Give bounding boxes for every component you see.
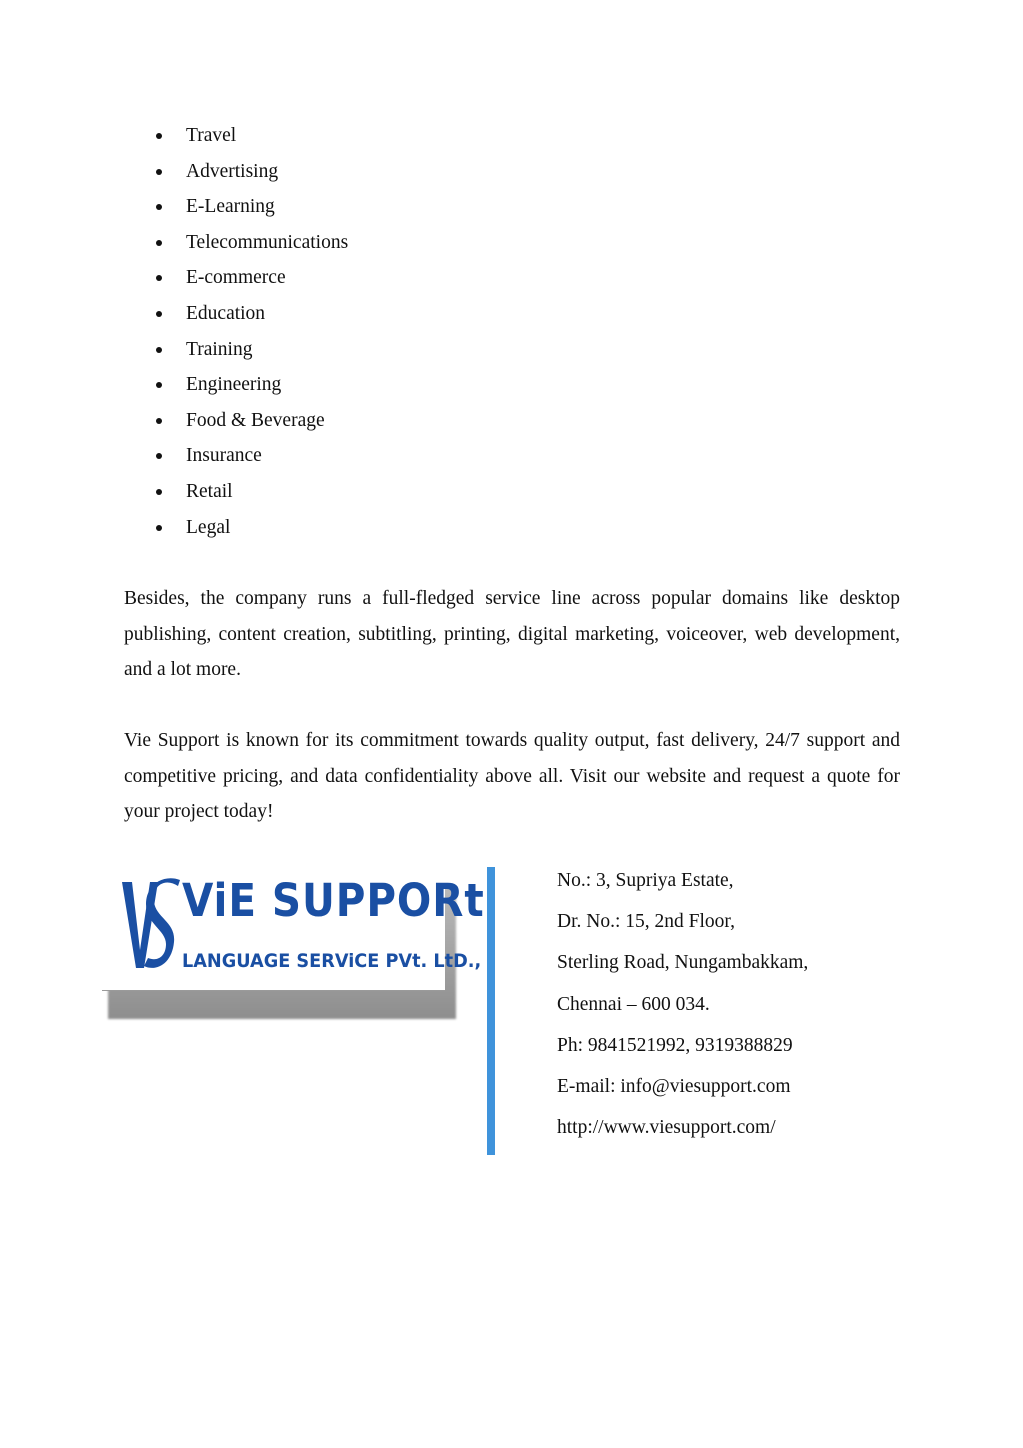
list-item [124, 332, 348, 368]
email-line[interactable]: E-mail: info@viesupport.com [557, 1075, 791, 1097]
vs-monogram-icon [118, 876, 182, 976]
bullet-icon [156, 347, 162, 353]
list-item [124, 296, 348, 332]
list-item [124, 225, 348, 261]
list-item [124, 118, 348, 154]
services-paragraph: Besides, the company runs a full-fledged service line across popular domains like desktop publishing, content creation, subtitling, printing, digital marketing, voiceover, web development, and a lot more. [124, 588, 900, 681]
list-item [124, 510, 348, 546]
list-item-label: Advertising [186, 160, 279, 182]
address-line: Dr. No.: 15, 2nd Floor, [557, 911, 735, 933]
address-line: Chennai – 600 034. [557, 993, 710, 1015]
vertical-divider [487, 867, 495, 1155]
list-item [124, 189, 348, 225]
list-item [124, 438, 348, 474]
list-item-label: Food & Beverage [186, 409, 325, 431]
list-item [124, 154, 348, 190]
list-item-label: E-commerce [186, 267, 286, 289]
bullet-icon [156, 133, 162, 139]
company-logo [102, 866, 485, 991]
bullet-icon [156, 418, 162, 424]
bullet-icon [156, 275, 162, 281]
list-item-label: Legal [186, 516, 231, 538]
logo-subtitle: LANGUAGE SERViCE PVt. LtD., [182, 950, 482, 972]
bullet-icon [156, 489, 162, 495]
list-item-label: Engineering [186, 374, 282, 396]
website-link[interactable]: http://www.viesupport.com/ [557, 1117, 776, 1139]
list-item-label: Insurance [186, 445, 262, 467]
industry-list [124, 118, 348, 545]
list-item [124, 367, 348, 403]
phone-line: Ph: 9841521992, 9319388829 [557, 1034, 793, 1056]
address-block [557, 860, 808, 1148]
bullet-icon [156, 382, 162, 388]
bullet-icon [156, 240, 162, 246]
address-line: Sterling Road, Nungambakkam, [557, 952, 809, 974]
bullet-icon [156, 453, 162, 459]
commitment-paragraph: Vie Support is known for its commitment towards quality output, fast delivery, 24/7 support and competitive pricing, and data confidentiality above all. Visit our website and request a quote for your project today! [124, 730, 900, 823]
list-item [124, 474, 348, 510]
bullet-icon [156, 525, 162, 531]
address-line: No.: 3, Supriya Estate, [557, 870, 734, 891]
list-item [124, 403, 348, 439]
bullet-icon [156, 169, 162, 175]
list-item-label: E-Learning [186, 196, 275, 218]
list-item-label: Telecommunications [186, 231, 349, 253]
list-item [124, 260, 348, 296]
bullet-icon [156, 311, 162, 317]
list-item-label: Retail [186, 480, 233, 502]
list-item-label: Education [186, 302, 266, 324]
list-item-label: Training [186, 338, 253, 360]
logo-title: ViE SUPPORt [182, 874, 485, 927]
bullet-icon [156, 204, 162, 210]
list-item-label: Travel [186, 125, 237, 146]
